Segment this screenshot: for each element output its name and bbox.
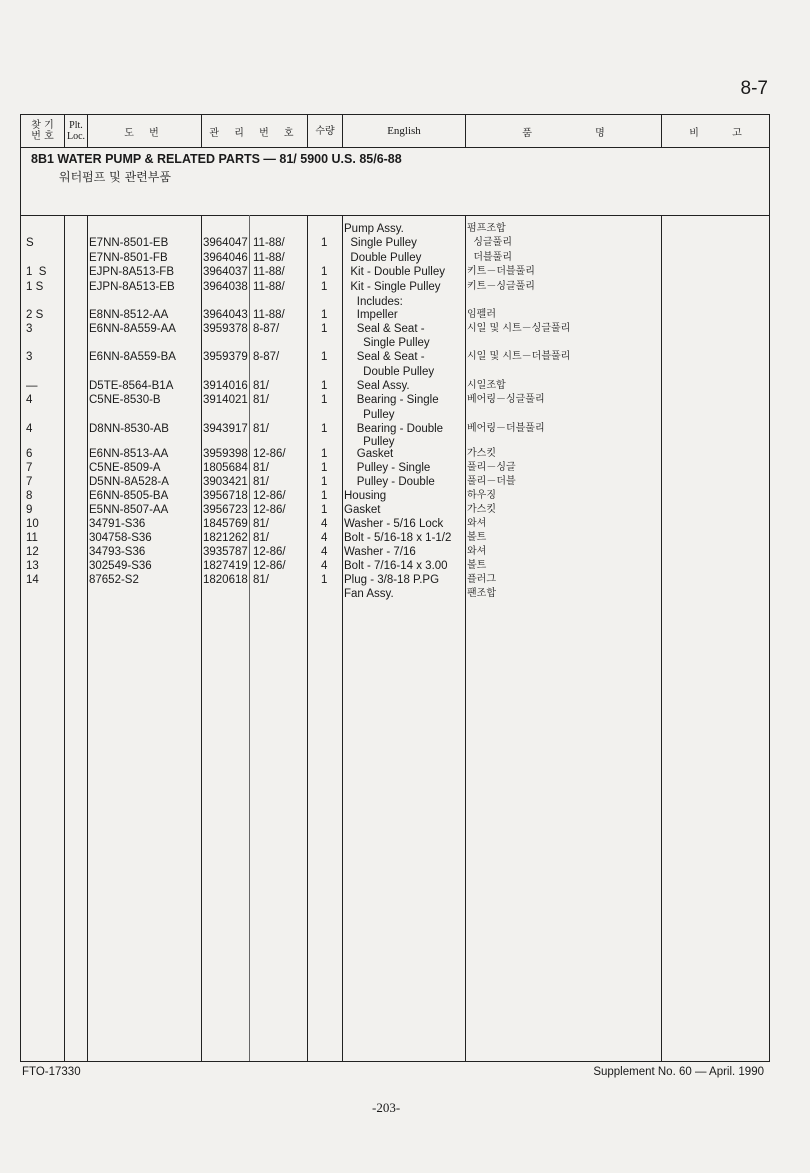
column-divider [342, 215, 343, 1061]
cell-kor: 시일 및 시트－싱글풀리 [467, 323, 571, 334]
column-divider [307, 215, 308, 1061]
cell-eng: Single Pulley [344, 237, 417, 249]
cell-mgmt: 3903421 [203, 476, 248, 488]
cell-qty: 1 [321, 448, 328, 460]
cell-date: 12-86/ [253, 504, 286, 516]
cell-part: E8NN-8512-AA [89, 309, 169, 321]
cell-mgmt: 3943917 [203, 423, 248, 435]
cell-ref: 1 S [26, 266, 47, 278]
cell-kor: 볼트 [467, 532, 487, 543]
cell-qty: 1 [321, 380, 328, 392]
cell-mgmt: 1820618 [203, 574, 248, 586]
cell-mgmt: 3964046 [203, 252, 248, 264]
cell-eng: Pulley - Single [344, 462, 431, 474]
cell-kor: 풀리－더블 [467, 476, 516, 487]
cell-part: 34793-S36 [89, 546, 146, 558]
header-item-name: 품 명 [522, 127, 605, 139]
cell-ref: 4 [26, 423, 33, 435]
cell-kor: 베어링－더블풀리 [467, 423, 545, 434]
header-plt-loc: Plt. Loc. [66, 120, 86, 142]
cell-qty: 1 [321, 237, 328, 249]
cell-part: E6NN-8513-AA [89, 448, 169, 460]
cell-eng: Bearing - Double [344, 423, 444, 435]
cell-mgmt: 1821262 [203, 532, 248, 544]
cell-part: 304758-S36 [89, 532, 152, 544]
cell-qty: 4 [321, 518, 328, 530]
cell-date: 81/ [253, 532, 269, 544]
cell-eng: Gasket [344, 504, 381, 516]
cell-qty: 1 [321, 476, 328, 488]
cell-part: 302549-S36 [89, 560, 152, 572]
cell-date: 81/ [253, 462, 269, 474]
cell-mgmt: 1845769 [203, 518, 248, 530]
header-find-number: 찾 기 번 호 [31, 120, 54, 142]
cell-eng: Washer - 5/16 Lock [344, 518, 444, 530]
cell-date: 81/ [253, 394, 269, 406]
cell-kor: 가스킷 [467, 504, 496, 515]
page-number: 8-7 [740, 78, 768, 99]
header-english: English [387, 125, 421, 137]
cell-qty: 1 [321, 351, 328, 363]
cell-part: 34791-S36 [89, 518, 146, 530]
cell-kor: 와셔 [467, 518, 487, 529]
cell-mgmt: 3914016 [203, 380, 248, 392]
column-divider [307, 115, 308, 147]
cell-kor: 팬조합 [467, 588, 496, 599]
cell-eng: Washer - 7/16 [344, 546, 416, 558]
cell-ref: 7 [26, 476, 33, 488]
cell-kor: 풀리－싱글 [467, 462, 516, 473]
cell-mgmt: 3964037 [203, 266, 248, 278]
cell-eng: Impeller [344, 309, 398, 321]
cell-eng: Kit - Single Pulley [344, 281, 441, 293]
cell-date: 81/ [253, 423, 269, 435]
cell-mgmt: 3935787 [203, 546, 248, 558]
cell-ref: 10 [26, 518, 39, 530]
cell-eng: Double Pulley [344, 252, 422, 264]
cell-mgmt: 3959398 [203, 448, 248, 460]
cell-date: 8-87/ [253, 351, 280, 363]
cell-kor: 키트－더블풀리 [467, 266, 535, 277]
cell-qty: 1 [321, 266, 328, 278]
cell-ref: 8 [26, 490, 33, 502]
column-divider [87, 115, 88, 147]
cell-date: 12-86/ [253, 546, 286, 558]
cell-part: EJPN-8A513-EB [89, 281, 175, 293]
header-remarks: 비 고 [689, 127, 742, 139]
cell-eng: Seal Assy. [344, 380, 410, 392]
cell-part: E7NN-8501-FB [89, 252, 168, 264]
cell-qty: 1 [321, 281, 328, 293]
cell-qty: 4 [321, 546, 328, 558]
cell-kor: 볼트 [467, 560, 487, 571]
cell-date: 81/ [253, 380, 269, 392]
section-subtitle: 워터펌프 및 관련부품 [59, 170, 171, 184]
column-divider [661, 115, 662, 147]
cell-date: 11-88/ [253, 252, 285, 264]
cell-eng: Pulley [344, 409, 395, 421]
cell-eng: Pump Assy. [344, 223, 404, 235]
header-qty: 수량 [315, 125, 335, 137]
cell-part: 87652-S2 [89, 574, 139, 586]
cell-kor: 와셔 [467, 546, 487, 557]
cell-kor: 시일 및 시트－더블풀리 [467, 351, 571, 362]
cell-eng: Bearing - Single [344, 394, 439, 406]
cell-kor: 더블풀리 [467, 252, 512, 263]
cell-date: 11-88/ [253, 309, 285, 321]
column-divider [201, 115, 202, 147]
cell-date: 11-88/ [253, 237, 285, 249]
footer-document-code: FTO-17330 [22, 1066, 81, 1078]
cell-date: 12-86/ [253, 490, 286, 502]
cell-eng: Seal & Seat - [344, 351, 425, 363]
cell-kor: 시일조합 [467, 380, 506, 391]
cell-part: E6NN-8A559-BA [89, 351, 176, 363]
cell-eng: Bolt - 5/16-18 x 1-1/2 [344, 532, 452, 544]
cell-kor: 하우징 [467, 490, 496, 501]
cell-qty: 4 [321, 560, 328, 572]
cell-date: 11-88/ [253, 266, 285, 278]
cell-part: EJPN-8A513-FB [89, 266, 175, 278]
cell-mgmt: 3914021 [203, 394, 248, 406]
column-divider [342, 115, 343, 147]
cell-ref: 1 S [26, 281, 44, 293]
cell-part: D5NN-8A528-A [89, 476, 169, 488]
cell-mgmt: 3964043 [203, 309, 248, 321]
column-divider [661, 215, 662, 1061]
cell-ref: 7 [26, 462, 33, 474]
cell-ref: 13 [26, 560, 39, 572]
column-divider [249, 215, 250, 1061]
section-title: 8B1 WATER PUMP & RELATED PARTS — 81/ 5900 U.S. 85/6-88 [31, 152, 402, 166]
cell-qty: 1 [321, 394, 328, 406]
column-divider [64, 215, 65, 1061]
cell-kor: 임펠러 [467, 309, 496, 320]
cell-mgmt: 3964047 [203, 237, 248, 249]
cell-qty: 1 [321, 490, 328, 502]
cell-eng: Gasket [344, 448, 394, 460]
cell-eng: Includes: [344, 296, 403, 308]
cell-eng: Bolt - 7/16-14 x 3.00 [344, 560, 448, 572]
column-divider [465, 215, 466, 1061]
cell-qty: 1 [321, 423, 328, 435]
cell-ref: 11 [26, 532, 38, 544]
cell-ref: 6 [26, 448, 33, 460]
cell-kor: 싱글풀리 [467, 237, 512, 248]
cell-date: 81/ [253, 476, 269, 488]
column-divider [64, 115, 65, 147]
cell-part: E5NN-8507-AA [89, 504, 169, 516]
cell-ref: 3 [26, 351, 33, 363]
cell-mgmt: 3959378 [203, 323, 248, 335]
cell-mgmt: 3956718 [203, 490, 248, 502]
cell-part: C5NE-8530-B [89, 394, 161, 406]
footer-page-number: -203- [372, 1100, 401, 1115]
cell-date: 81/ [253, 574, 269, 586]
cell-ref: 4 [26, 394, 33, 406]
cell-part: C5NE-8509-A [89, 462, 161, 474]
header-drawing: 도 번 [124, 127, 165, 139]
column-divider [87, 215, 88, 1061]
column-divider [201, 215, 202, 1061]
cell-mgmt: 3959379 [203, 351, 248, 363]
cell-qty: 1 [321, 462, 328, 474]
cell-mgmt: 3956723 [203, 504, 248, 516]
cell-part: D8NN-8530-AB [89, 423, 169, 435]
cell-eng: Fan Assy. [344, 588, 394, 600]
cell-qty: 4 [321, 532, 328, 544]
cell-date: 11-88/ [253, 281, 285, 293]
cell-kor: 베어링－싱글풀리 [467, 394, 545, 405]
cell-eng: Single Pulley [344, 337, 430, 349]
cell-eng: Double Pulley [344, 366, 435, 378]
cell-ref: 12 [26, 546, 39, 558]
cell-qty: 1 [321, 504, 328, 516]
cell-eng: Seal & Seat - [344, 323, 425, 335]
cell-ref: 2 S [26, 309, 44, 321]
cell-ref: — [26, 380, 38, 392]
cell-mgmt: 1805684 [203, 462, 248, 474]
cell-mgmt: 1827419 [203, 560, 248, 572]
cell-eng: Housing [344, 490, 387, 502]
cell-ref: 3 [26, 323, 33, 335]
cell-part: E6NN-8A559-AA [89, 323, 176, 335]
column-divider [465, 115, 466, 147]
cell-part: E6NN-8505-BA [89, 490, 169, 502]
cell-qty: 1 [321, 574, 328, 586]
cell-eng: Pulley - Double [344, 476, 435, 488]
cell-date: 81/ [253, 518, 269, 530]
cell-qty: 1 [321, 309, 328, 321]
cell-date: 8-87/ [253, 323, 280, 335]
cell-ref: S [26, 237, 34, 249]
cell-date: 12-86/ [253, 448, 286, 460]
header-mgmt-number: 관 리 번 호 [209, 127, 300, 139]
cell-kor: 펌프조합 [467, 223, 506, 234]
cell-qty: 1 [321, 323, 328, 335]
cell-eng: Plug - 3/8-18 P.PG [344, 574, 440, 586]
table-header [21, 115, 769, 148]
cell-kor: 키트－싱글풀리 [467, 281, 535, 292]
section-heading [21, 148, 769, 216]
footer-supplement: Supplement No. 60 — April. 1990 [593, 1066, 764, 1078]
cell-ref: 14 [26, 574, 39, 586]
cell-kor: 플러그 [467, 574, 496, 585]
cell-eng: Pulley [344, 436, 395, 448]
cell-mgmt: 3964038 [203, 281, 248, 293]
cell-date: 12-86/ [253, 560, 286, 572]
cell-part: E7NN-8501-EB [89, 237, 169, 249]
cell-part: D5TE-8564-B1A [89, 380, 174, 392]
cell-kor: 가스킷 [467, 448, 496, 459]
cell-ref: 9 [26, 504, 33, 516]
cell-eng: Kit - Double Pulley [344, 266, 445, 278]
parts-table [20, 114, 770, 1062]
